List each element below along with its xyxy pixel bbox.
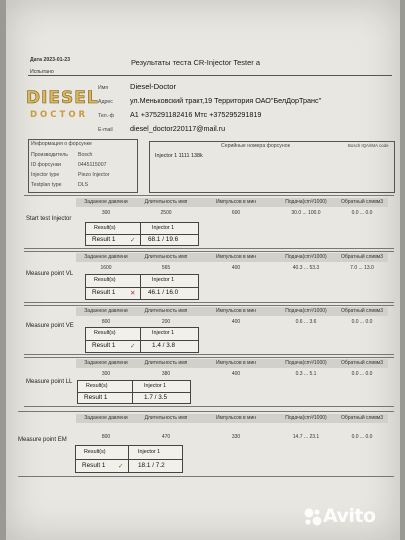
result-table	[85, 274, 199, 300]
test-name: Measure point EM	[18, 437, 67, 443]
header-duration: Длительность имп	[144, 254, 188, 260]
result-value: 68.1 / 19.6	[148, 236, 179, 243]
result-label: Result(s)	[94, 330, 116, 336]
header-delivery: Подача(cm³/1000)	[285, 199, 327, 205]
header-duration: Длительность имп	[144, 199, 188, 205]
header-return: Обратный сливм3	[340, 308, 384, 314]
test-name: Start test Injector	[26, 216, 72, 222]
testplan-type-value: DLS	[78, 182, 89, 188]
header-duration: Длительность имп	[144, 308, 188, 314]
result-value: 18.1 / 7.2	[138, 462, 165, 469]
serials-code-label: Bosch IQA/IMA code	[348, 143, 389, 148]
injector-label: Injector 1	[152, 330, 175, 336]
header-pulses: Импульсов в мин	[215, 199, 257, 205]
test-name: Measure point VL	[26, 271, 74, 277]
value-duration: 470	[161, 434, 171, 440]
test-block-vl	[24, 251, 394, 303]
avito-logo-icon	[303, 507, 323, 527]
value-duration: 200	[161, 319, 171, 325]
value-duration: 2500	[160, 210, 172, 216]
header-divider	[28, 75, 392, 76]
header-pressure: Заданное давлени	[84, 254, 128, 260]
value-pulses: 330	[231, 434, 241, 440]
value-delivery: 0.6 ... 3.6	[295, 319, 317, 325]
header-delivery: Подача(cm³/1000)	[285, 415, 327, 421]
value-return: 7.0 ... 13.0	[350, 265, 374, 271]
value-pulses: 400	[231, 319, 241, 325]
result-value: 1.7 / 3.5	[144, 394, 168, 401]
header-return: Обратный сливм3	[340, 360, 384, 366]
value-pulses: 400	[231, 371, 241, 377]
company-email: diesel_doctor220117@mail.ru	[130, 124, 226, 133]
pass-check-icon: ✓	[130, 237, 136, 244]
manufacturer-value: Bosch	[78, 152, 93, 158]
result-table	[85, 222, 199, 246]
injector-label: Injector 1	[144, 383, 167, 389]
serial-value: Injector 1 1111 138k	[155, 153, 203, 159]
result-label: Result(s)	[84, 449, 106, 455]
result-value: 1.4 / 3.8	[152, 342, 176, 349]
injector-type-value: Piezo Injector	[78, 172, 110, 178]
fail-cross-icon: ✕	[130, 290, 136, 297]
company-name-label: Имя	[98, 85, 109, 91]
testplan-type-label: Testplan type	[31, 182, 62, 188]
test-block-ve	[24, 305, 394, 355]
header-duration: Длительность имп	[144, 415, 188, 421]
value-pressure: 300	[101, 210, 111, 216]
header-return: Обратный сливм3	[340, 415, 384, 421]
injector-label: Injector 1	[138, 449, 161, 455]
avito-watermark	[303, 504, 399, 530]
tester-label: Испытано	[30, 69, 54, 75]
value-return: 0.0 ... 0.0	[351, 319, 373, 325]
value-delivery: 0.3 ... 5.1	[295, 371, 317, 377]
result-row-label: Result 1	[92, 236, 116, 243]
value-return: 0.0 ... 0.0	[351, 371, 373, 377]
logo-text-doctor: DOCTOR	[30, 110, 89, 120]
test-block-start	[24, 195, 394, 249]
value-delivery: 40.3 ... 53.3	[292, 265, 320, 271]
value-delivery: 30.0 ... 100.0	[291, 210, 321, 216]
avito-watermark-text: Avito	[323, 505, 376, 527]
injector-info-title: Информация о форсунке	[31, 141, 92, 147]
injector-label: Injector 1	[152, 225, 175, 231]
result-row-label: Result 1	[92, 342, 116, 349]
result-label: Result(s)	[86, 383, 108, 389]
result-table	[75, 445, 183, 473]
header-duration: Длительность имп	[144, 360, 188, 366]
report-date: Дата 2023-01-23	[30, 57, 70, 63]
company-phone: A1 +375291182416 Mтс +375295291819	[130, 110, 262, 119]
value-duration: 565	[161, 265, 171, 271]
header-return: Обратный сливм3	[340, 254, 384, 260]
report-title: Результаты теста CR-Injector Tester a	[131, 58, 261, 67]
result-table	[85, 327, 199, 353]
header-pulses: Импульсов в мин	[215, 360, 257, 366]
value-duration: 380	[161, 371, 171, 377]
header-pulses: Импульсов в мин	[215, 415, 257, 421]
value-pressure: 800	[101, 319, 111, 325]
result-table	[77, 380, 191, 404]
injector-label: Injector 1	[152, 277, 175, 283]
test-name: Measure point LL	[26, 379, 73, 385]
pass-check-icon: ✓	[130, 343, 136, 350]
manufacturer-label: Производитель	[31, 152, 68, 158]
header-pulses: Импульсов в мин	[215, 308, 257, 314]
value-pulses: 600	[231, 210, 241, 216]
value-return: 0.0 ... 0.0	[351, 434, 373, 440]
serials-title: Серийные номера форсунок	[221, 143, 290, 149]
value-return: 0.0 ... 0.0	[351, 210, 373, 216]
company-email-label: E-mail	[98, 127, 113, 133]
result-row-label: Result 1	[82, 462, 106, 469]
header-delivery: Подача(cm³/1000)	[285, 308, 327, 314]
header-pressure: Заданное давлени	[84, 360, 128, 366]
value-pressure: 300	[101, 371, 111, 377]
test-name: Measure point VE	[26, 323, 74, 329]
header-pressure: Заданное давлени	[84, 308, 128, 314]
company-address: ул.Меньковский тракт,19 Территория ОАО"БелДорТранс"	[130, 96, 322, 105]
pass-check-icon: ✓	[118, 463, 124, 470]
value-delivery: 14.7 ... 23.1	[292, 434, 320, 440]
value-pressure: 800	[101, 434, 111, 440]
header-pressure: Заданное давлени	[84, 415, 128, 421]
company-phone-label: Тел.-ф	[98, 113, 115, 119]
test-block-ll	[24, 357, 394, 407]
result-row-label: Result 1	[84, 394, 108, 401]
logo-text-diesel: DIESEL	[26, 88, 99, 108]
value-pressure: 1600	[100, 265, 112, 271]
company-name: Diesel-Doctor	[130, 82, 176, 91]
header-pressure: Заданное давлени	[84, 199, 128, 205]
test-block-em	[18, 411, 394, 477]
result-label: Result(s)	[94, 277, 116, 283]
company-logo	[26, 88, 102, 132]
value-pulses: 400	[231, 265, 241, 271]
header-delivery: Подача(cm³/1000)	[285, 360, 327, 366]
header-pulses: Импульсов в мин	[215, 254, 257, 260]
company-address-label: Адрес	[98, 99, 113, 105]
result-label: Result(s)	[94, 225, 116, 231]
report-page	[6, 0, 400, 540]
result-row-label: Result 1	[92, 289, 116, 296]
injector-id-label: ID форсунки	[31, 162, 61, 168]
header-return: Обратный сливм3	[340, 199, 384, 205]
injector-type-label: Injector type	[31, 172, 60, 178]
header-delivery: Подача(cm³/1000)	[285, 254, 327, 260]
injector-id-value: 0445115007	[78, 162, 107, 168]
result-value: 46.1 / 16.0	[148, 289, 179, 296]
